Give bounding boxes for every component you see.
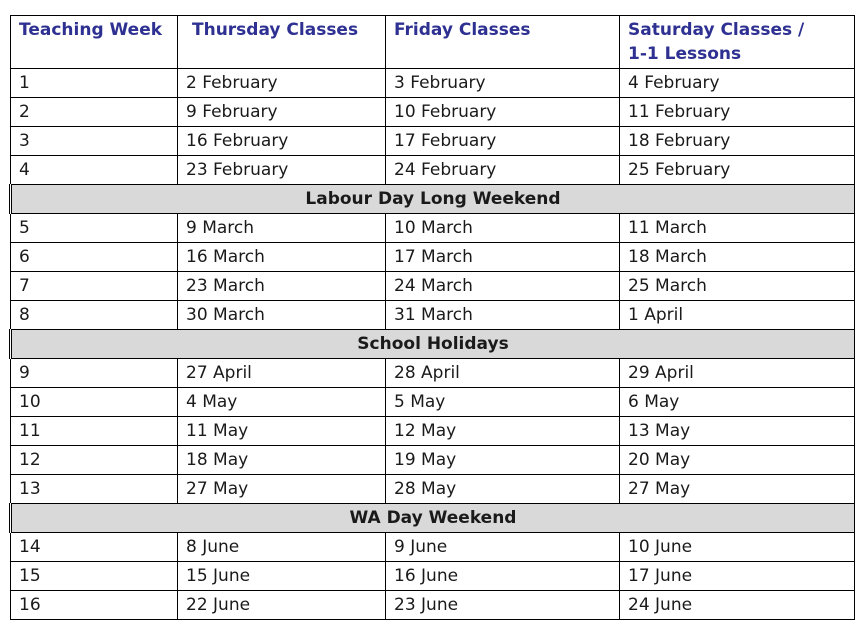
friday-date-cell: 16 June: [386, 562, 620, 591]
teaching-week-header: Teaching Week: [11, 16, 178, 69]
saturday-date-cell: 27 May: [620, 475, 855, 504]
saturday-date-cell: 6 May: [620, 388, 855, 417]
week-number-cell: 14: [11, 533, 178, 562]
week-number-cell: 2: [11, 98, 178, 127]
saturday-header-line-2: 1-1 Lessons: [628, 44, 742, 64]
week-number-cell: 1: [11, 69, 178, 98]
friday-date-cell: 31 March: [386, 301, 620, 330]
week-number-cell: 4: [11, 156, 178, 185]
break-row: [11, 185, 855, 214]
thursday-date-cell: 30 March: [178, 301, 386, 330]
friday-date-cell: 10 February: [386, 98, 620, 127]
saturday-date-cell: 18 March: [620, 243, 855, 272]
saturday-classes-header: [620, 16, 855, 69]
saturday-header-line-1: Saturday Classes /: [628, 20, 805, 40]
table-row: [11, 359, 855, 388]
thursday-date-cell: 2 February: [178, 69, 386, 98]
week-number-cell: 8: [11, 301, 178, 330]
saturday-date-cell: 25 March: [620, 272, 855, 301]
table-row: [11, 214, 855, 243]
table-row: [11, 301, 855, 330]
table-row: [11, 475, 855, 504]
table-row: [11, 272, 855, 301]
thursday-date-cell: 9 March: [178, 214, 386, 243]
thursday-date-cell: 11 May: [178, 417, 386, 446]
saturday-date-cell: 18 February: [620, 127, 855, 156]
week-number-cell: 16: [11, 591, 178, 620]
week-number-cell: 7: [11, 272, 178, 301]
saturday-date-cell: 1 April: [620, 301, 855, 330]
saturday-date-cell: 25 February: [620, 156, 855, 185]
week-number-cell: 3: [11, 127, 178, 156]
friday-date-cell: 23 June: [386, 591, 620, 620]
break-row: [11, 330, 855, 359]
table-row: [11, 533, 855, 562]
friday-date-cell: 9 June: [386, 533, 620, 562]
thursday-date-cell: 27 April: [178, 359, 386, 388]
week-number-cell: 5: [11, 214, 178, 243]
week-number-cell: 12: [11, 446, 178, 475]
table-row: [11, 591, 855, 620]
saturday-date-cell: 10 June: [620, 533, 855, 562]
thursday-date-cell: 18 May: [178, 446, 386, 475]
week-number-cell: 15: [11, 562, 178, 591]
class-schedule-table: [9, 15, 855, 620]
thursday-date-cell: 16 February: [178, 127, 386, 156]
table-row: [11, 243, 855, 272]
break-label: School Holidays: [11, 330, 855, 359]
table-row: [11, 156, 855, 185]
saturday-date-cell: 20 May: [620, 446, 855, 475]
friday-date-cell: 19 May: [386, 446, 620, 475]
friday-date-cell: 5 May: [386, 388, 620, 417]
week-number-cell: 6: [11, 243, 178, 272]
table-header-row: [11, 16, 855, 69]
week-number-cell: 10: [11, 388, 178, 417]
friday-date-cell: 3 February: [386, 69, 620, 98]
friday-classes-header: Friday Classes: [386, 16, 620, 69]
friday-date-cell: 24 March: [386, 272, 620, 301]
friday-date-cell: 17 February: [386, 127, 620, 156]
thursday-date-cell: 23 March: [178, 272, 386, 301]
table-row: [11, 388, 855, 417]
break-label: Labour Day Long Weekend: [11, 185, 855, 214]
friday-date-cell: 10 March: [386, 214, 620, 243]
thursday-date-cell: 15 June: [178, 562, 386, 591]
saturday-date-cell: 4 February: [620, 69, 855, 98]
schedule-body: [11, 69, 855, 620]
table-row: [11, 127, 855, 156]
saturday-date-cell: 11 February: [620, 98, 855, 127]
saturday-date-cell: 11 March: [620, 214, 855, 243]
saturday-date-cell: 13 May: [620, 417, 855, 446]
week-number-cell: 9: [11, 359, 178, 388]
saturday-date-cell: 29 April: [620, 359, 855, 388]
thursday-date-cell: 22 June: [178, 591, 386, 620]
thursday-classes-header: Thursday Classes: [178, 16, 386, 69]
break-label: WA Day Weekend: [11, 504, 855, 533]
saturday-date-cell: 17 June: [620, 562, 855, 591]
thursday-date-cell: 27 May: [178, 475, 386, 504]
table-row: [11, 69, 855, 98]
saturday-date-cell: 24 June: [620, 591, 855, 620]
week-number-cell: 11: [11, 417, 178, 446]
break-row: [11, 504, 855, 533]
table-row: [11, 562, 855, 591]
friday-date-cell: 12 May: [386, 417, 620, 446]
thursday-date-cell: 16 March: [178, 243, 386, 272]
week-number-cell: 13: [11, 475, 178, 504]
friday-date-cell: 28 May: [386, 475, 620, 504]
thursday-date-cell: 8 June: [178, 533, 386, 562]
friday-date-cell: 28 April: [386, 359, 620, 388]
thursday-date-cell: 4 May: [178, 388, 386, 417]
table-row: [11, 98, 855, 127]
thursday-date-cell: 23 February: [178, 156, 386, 185]
table-row: [11, 417, 855, 446]
friday-date-cell: 24 February: [386, 156, 620, 185]
friday-date-cell: 17 March: [386, 243, 620, 272]
table-row: [11, 446, 855, 475]
thursday-date-cell: 9 February: [178, 98, 386, 127]
